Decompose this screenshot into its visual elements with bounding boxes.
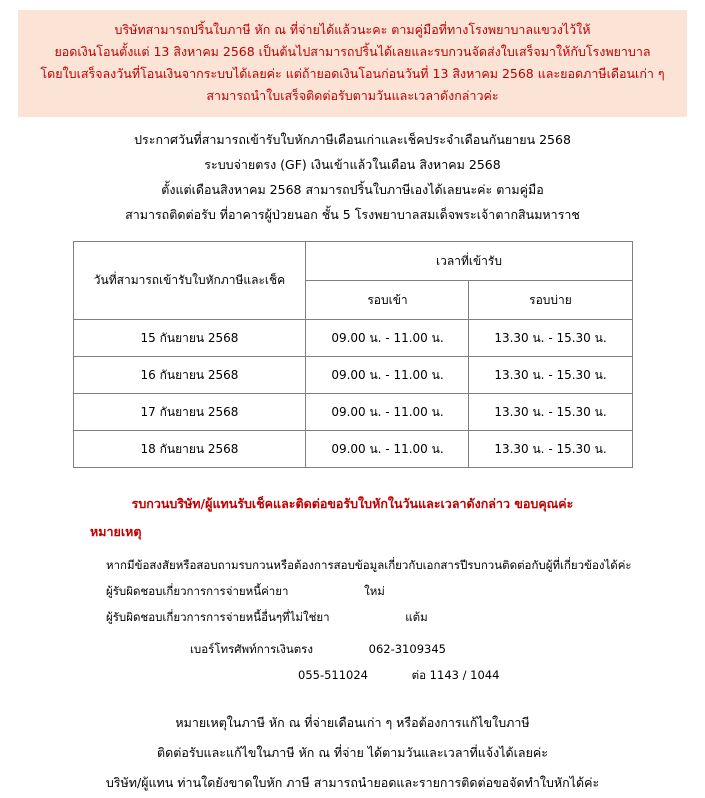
responsible-other-row — [106, 604, 687, 630]
cell-morning: 09.00 น. - 11.00 น. — [306, 320, 469, 357]
footer-line-3: บริษัท/ผู้แทน ท่านใดยังขาดใบหัก ภาษี สามารถนำยอดและรายการติดต่อขอจัดทำใบหักได้ค่ะ — [105, 775, 600, 790]
location-line: สามารถติดต่อรับ ที่อาคารผู้ป่วยนอก ชั้น 5 โรงพยาบาลสมเด็จพระเจ้าตากสินมหาราช — [125, 207, 580, 222]
note-contact-line: หากมีข้อสงสัยหรือสอบถามรบกวนหรือต้องการสอบข้อมูลเกี่ยวกับเอกสารปีรบกวนติดต่อกับผู้ที่เกี่ยวข้องได้ค่ะ — [106, 558, 632, 572]
announcement-title: ประกาศวันที่สามารถเข้ารับใบหักภาษีเดือนเก่าและเช็คประจำเดือนกันยายน 2568 — [134, 132, 571, 147]
cell-afternoon: 13.30 น. - 15.30 น. — [469, 394, 632, 431]
table-row — [73, 394, 632, 431]
responsible-drug-row — [106, 578, 687, 604]
cell-morning: 09.00 น. - 11.00 น. — [306, 394, 469, 431]
notice-line-2: ยอดเงินโอนตั้งแต่ 13 สิงหาคม 2568 เป็นต้นไปสามารถปริ้นได้เลยและรบกวนจัดส่งใบเสร็จมาให้กับโรงพยาบาล — [54, 44, 651, 59]
notes-section — [18, 552, 687, 630]
intro-section — [18, 127, 687, 227]
cell-date: 17 กันยายน 2568 — [73, 394, 306, 431]
document-page — [0, 10, 705, 790]
responsible-drug-label: ผู้รับผิดชอบเกี่ยวการการจ่ายหนี้ค่ายา — [106, 584, 289, 598]
table-row — [73, 431, 632, 468]
header-date: วันที่สามารถเข้ารับใบหักภาษีและเช็ค — [73, 242, 306, 320]
phone-row-2 — [190, 662, 687, 688]
table-row — [73, 357, 632, 394]
notice-line-1: บริษัทสามารถปริ้นใบภาษี หัก ณ ที่จ่ายได้แล้วนะคะ ตามคู่มือที่ทางโรงพยาบาลแขวงไว้ให้ — [114, 22, 591, 37]
cell-morning: 09.00 น. - 11.00 น. — [306, 431, 469, 468]
phone-row-1 — [190, 636, 687, 662]
gf-system-line: ระบบจ่ายตรง (GF) เงินเข้าแล้วในเดือน สิงหาคม 2568 — [204, 157, 501, 172]
remark-title: หมายเหตุ — [90, 524, 142, 539]
request-line: รบกวนบริษัท/ผู้แทนรับเช็คและติดต่อขอรับใบหักในวันและเวลาดังกล่าว ขอบคุณค่ะ — [131, 496, 574, 511]
responsible-drug-name: ใหม่ — [364, 584, 385, 598]
cell-date: 16 กันยายน 2568 — [73, 357, 306, 394]
print-instruction-line: ตั้งแต่เดือนสิงหาคม 2568 สามารถปริ้นใบภาษีเองได้เลยนะค่ะ ตามคู่มือ — [161, 182, 544, 197]
cell-afternoon: 13.30 น. - 15.30 น. — [469, 320, 632, 357]
notice-box — [18, 10, 687, 117]
footer-section — [18, 708, 687, 798]
table-header-row-1 — [73, 242, 632, 281]
table-row — [73, 320, 632, 357]
phone-label: เบอร์โทรศัพท์การเงินตรง — [190, 642, 313, 656]
phone-number-office: 055-511024 — [298, 668, 368, 682]
header-afternoon: รอบบ่าย — [469, 281, 632, 320]
phone-extension: ต่อ 1143 / 1044 — [411, 668, 500, 682]
notice-line-3: โดยใบเสร็จลงวันที่โอนเงินจากระบบได้เลยค่ะ แต่ถ้ายอดเงินโอนก่อนวันที่ 13 สิงหาคม 2568 และยอดภาษีเดือนเก่า ๆ — [40, 66, 665, 81]
notice-line-4: สามารถนำใบเสร็จติดต่อรับตามวันและเวลาดังกล่าวค่ะ — [206, 88, 499, 103]
cell-morning: 09.00 น. - 11.00 น. — [306, 357, 469, 394]
footer-line-1: หมายเหตุในภาษี หัก ณ ที่จ่ายเดือนเก่า ๆ หรือต้องการแก้ไขใบภาษี — [175, 715, 530, 730]
phone-section — [18, 636, 687, 688]
header-morning: รอบเข้า — [306, 281, 469, 320]
responsible-other-label: ผู้รับผิดชอบเกี่ยวการการจ่ายหนี้อื่นๆที่ไม่ใช่ยา — [106, 610, 330, 624]
cell-date: 15 กันยายน 2568 — [73, 320, 306, 357]
responsible-other-name: แต้ม — [405, 610, 428, 624]
schedule-table — [73, 241, 633, 468]
header-time: เวลาที่เข้ารับ — [306, 242, 632, 281]
phone-number-mobile: 062-3109345 — [368, 642, 446, 656]
cell-afternoon: 13.30 น. - 15.30 น. — [469, 357, 632, 394]
cell-afternoon: 13.30 น. - 15.30 น. — [469, 431, 632, 468]
footer-line-2: ติดต่อรับและแก้ไขในภาษี หัก ณ ที่จ่าย ได้ตามวันและเวลาที่แจ้งได้เลยค่ะ — [157, 745, 548, 760]
cell-date: 18 กันยายน 2568 — [73, 431, 306, 468]
